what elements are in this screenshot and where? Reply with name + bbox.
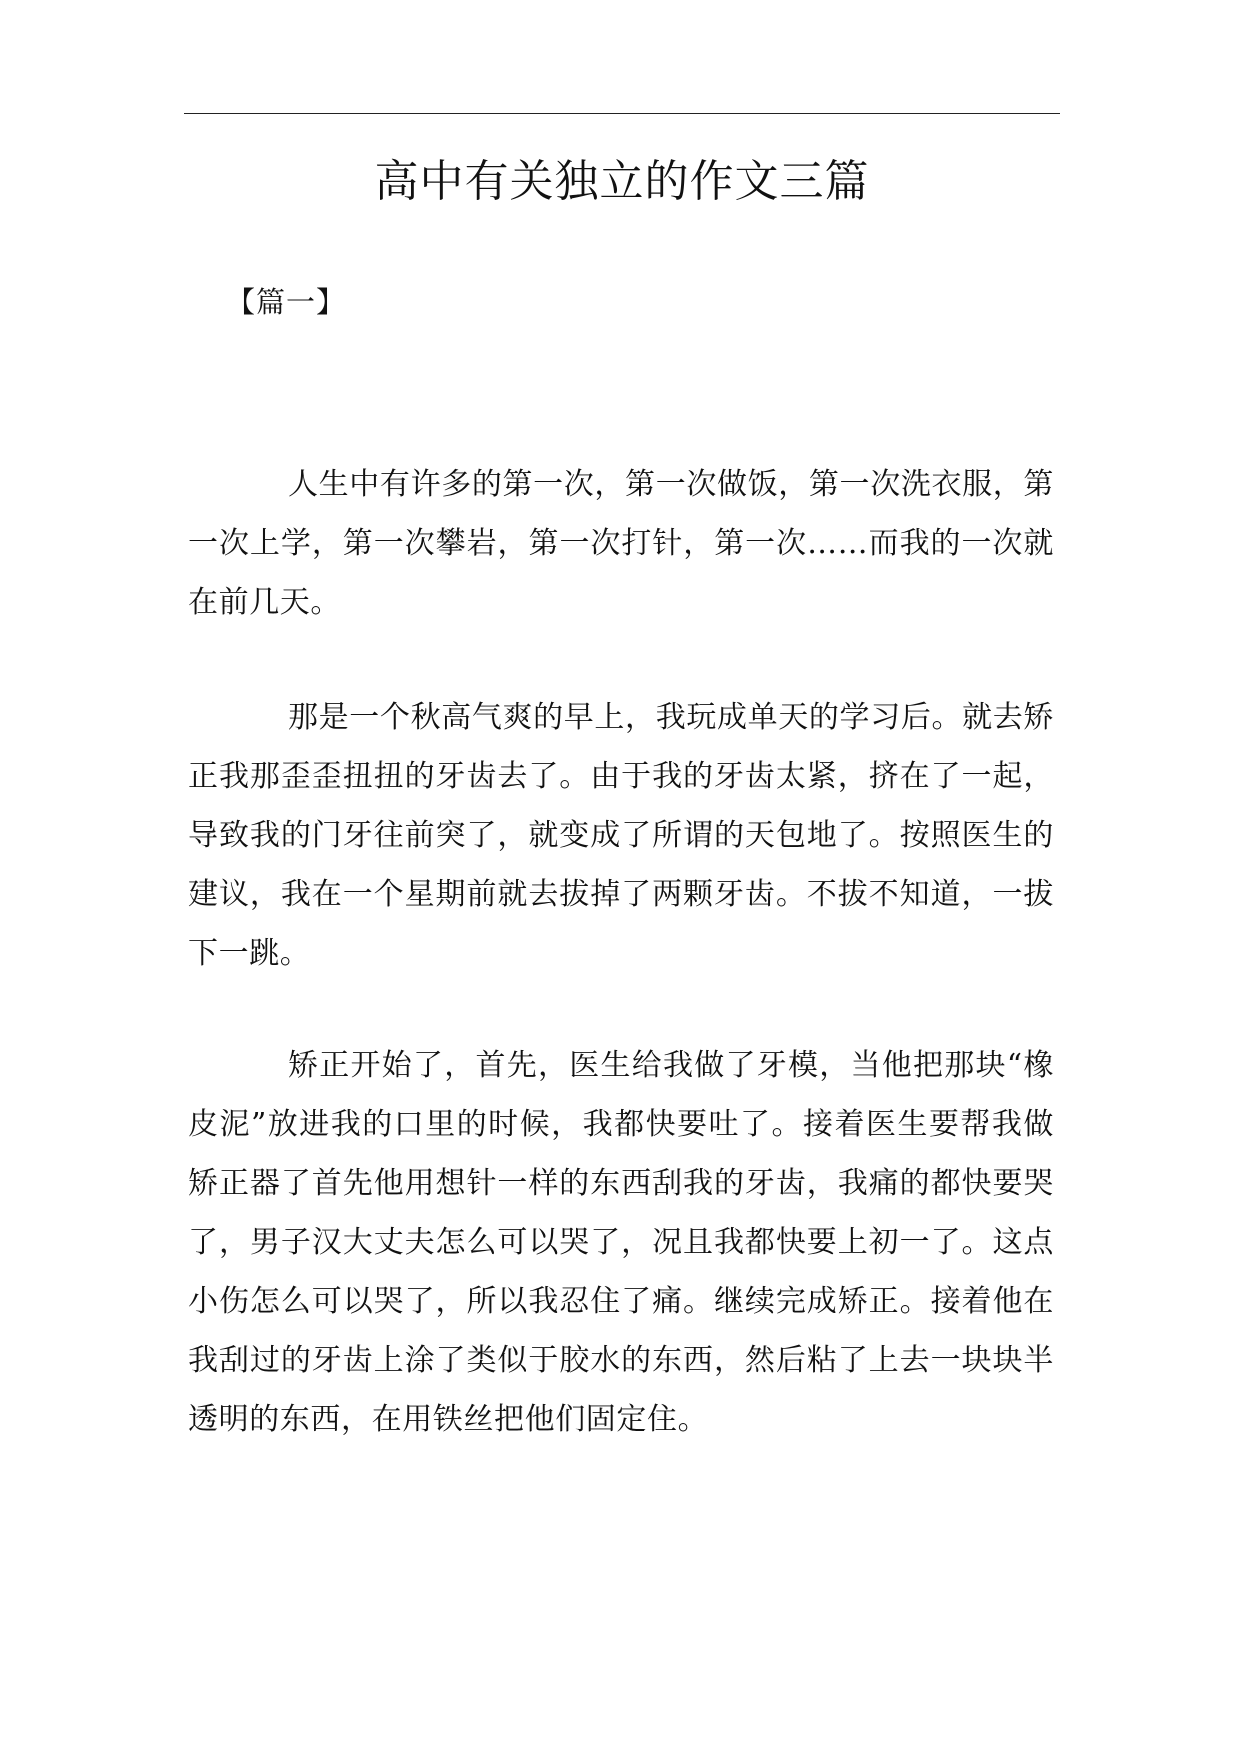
paragraph-2: 那是一个秋高气爽的早上，我玩成单天的学习后。就去矫正我那歪歪扭扭的牙齿去了。由于我的牙齿太紧，挤在了一起，导致我的门牙往前突了，就变成了所谓的天包地了。按照医生的建议，我在一个星期前就去拔掉了两颗牙齿。不拔不知道，一拔下一跳。	[188, 700, 1054, 971]
section-label: 【篇一】	[226, 285, 347, 319]
paragraph-3: 矫正开始了，首先，医生给我做了牙模，当他把那块“橡皮泥”放进我的口里的时候，我都快要吐了。接着医生要帮我做矫正器了首先他用想针一样的东西刮我的牙齿，我痛的都快要哭了，男子汉大丈夫怎么可以哭了，况且我都快要上初一了。这点小伤怎么可以哭了，所以我忍住了痛。继续完成矫正。接着他在我刮过的牙齿上涂了类似于胶水的东西，然后粘了上去一块块半透明的东西，在用铁丝把他们固定住。	[188, 1048, 1054, 1437]
header-rule	[184, 113, 1060, 114]
paragraph-1: 人生中有许多的第一次，第一次做饭，第一次洗衣服，第一次上学，第一次攀岩，第一次打针，第一次……而我的一次就在前几天。	[188, 467, 1054, 620]
document-title: 高中有关独立的作文三篇	[374, 156, 870, 207]
